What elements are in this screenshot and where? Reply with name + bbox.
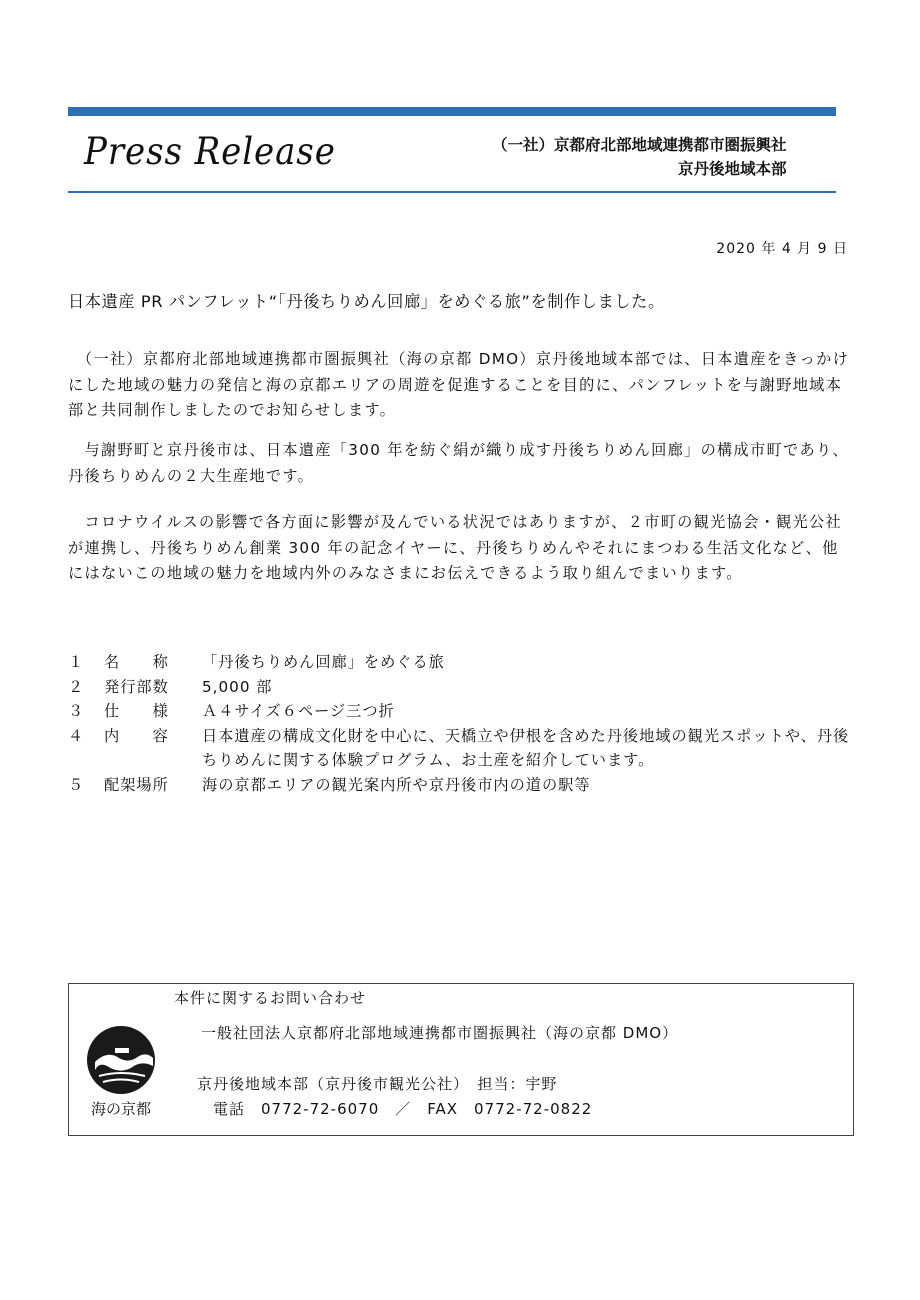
wave-emblem-icon bbox=[81, 1014, 161, 1098]
logo-text: 海の京都 bbox=[90, 1100, 151, 1118]
detail-label: 名 称 bbox=[104, 653, 169, 671]
detail-label: 内 容 bbox=[104, 726, 169, 745]
body-paragraph: （一社）京都府北部地域連携都市圏振興社（海の京都 DMO）京丹後地域本部では、日本遺産をきっかけにした地域の魅力の発信と海の京都エリアの周遊を促進することを目的に、パンフレットを与謝野地域本部と共同制作しましたのでお知らせします。 bbox=[68, 350, 850, 419]
headline: 日本遺産 PR パンフレット“「丹後ちりめん回廊」をめぐる旅”を制作しました。 bbox=[68, 292, 665, 311]
contact-organization: 一般社団法人京都府北部地域連携都市圏振興社（海の京都 DMO） bbox=[201, 1024, 679, 1042]
detail-value: 5,000 部 bbox=[202, 677, 273, 696]
contact-department: 京丹後地域本部（京丹後市観光公社） 担当：宇野 bbox=[197, 1075, 558, 1093]
detail-value: 海の京都エリアの観光案内所や京丹後市内の道の駅等 bbox=[202, 775, 591, 794]
detail-number: ５ bbox=[68, 775, 85, 794]
press-release-title: Press Release bbox=[84, 130, 336, 173]
detail-row bbox=[68, 773, 858, 798]
header-bottom-rule bbox=[68, 191, 836, 193]
detail-label: 発行部数 bbox=[104, 677, 169, 696]
header-top-rule bbox=[68, 107, 836, 116]
contact-box bbox=[68, 983, 854, 1136]
contact-phone-fax: 電話 0772-72-6070 ／ FAX 0772-72-0822 bbox=[213, 1100, 593, 1118]
detail-label: 仕 様 bbox=[104, 702, 169, 720]
detail-value: Ａ４サイズ６ページ三つ折 bbox=[202, 702, 395, 720]
detail-label: 配架場所 bbox=[104, 775, 169, 794]
body-paragraph: コロナウイルスの影響で各方面に影響が及んでいる状況ではありますが、２市町の観光協会・観光公社が連携し、丹後ちりめん創業 300 年の記念イヤーに、丹後ちりめんやそれにまつわる生活文化など、他にはないこの地域の魅力を地域内外のみなさまにお伝えできるよう取り組んでまいります。 bbox=[68, 513, 842, 582]
release-date: 2020 年 4 月 9 日 bbox=[716, 241, 848, 257]
umi-no-kyoto-logo bbox=[81, 1014, 161, 1124]
detail-value: 日本遺産の構成文化財を中心に、天橋立や伊根を含めた丹後地域の観光スポットや、丹後ちりめんに関する体験プログラム、お土産を紹介しています。 bbox=[202, 726, 850, 769]
detail-row bbox=[68, 724, 858, 773]
detail-value: 「丹後ちりめん回廊」をめぐる旅 bbox=[202, 653, 445, 671]
org-name: （一社）京都府北部地域連携都市圏振興社 bbox=[492, 136, 787, 154]
detail-row bbox=[68, 675, 858, 700]
issuing-organization bbox=[492, 133, 787, 181]
detail-number: ３ bbox=[68, 702, 85, 720]
detail-number: ４ bbox=[68, 726, 85, 745]
org-branch: 京丹後地域本部 bbox=[678, 160, 787, 178]
details-list bbox=[68, 650, 858, 797]
detail-row bbox=[68, 650, 858, 675]
body-paragraph: 与謝野町と京丹後市は、日本遺産「300 年を紡ぐ絹が織り成す丹後ちりめん回廊」の構成市町であり、丹後ちりめんの２大生産地です。 bbox=[68, 441, 849, 485]
detail-number: ２ bbox=[68, 677, 85, 696]
detail-row bbox=[68, 699, 858, 724]
contact-heading: 本件に関するお問い合わせ bbox=[174, 989, 367, 1007]
detail-number: １ bbox=[68, 653, 85, 671]
